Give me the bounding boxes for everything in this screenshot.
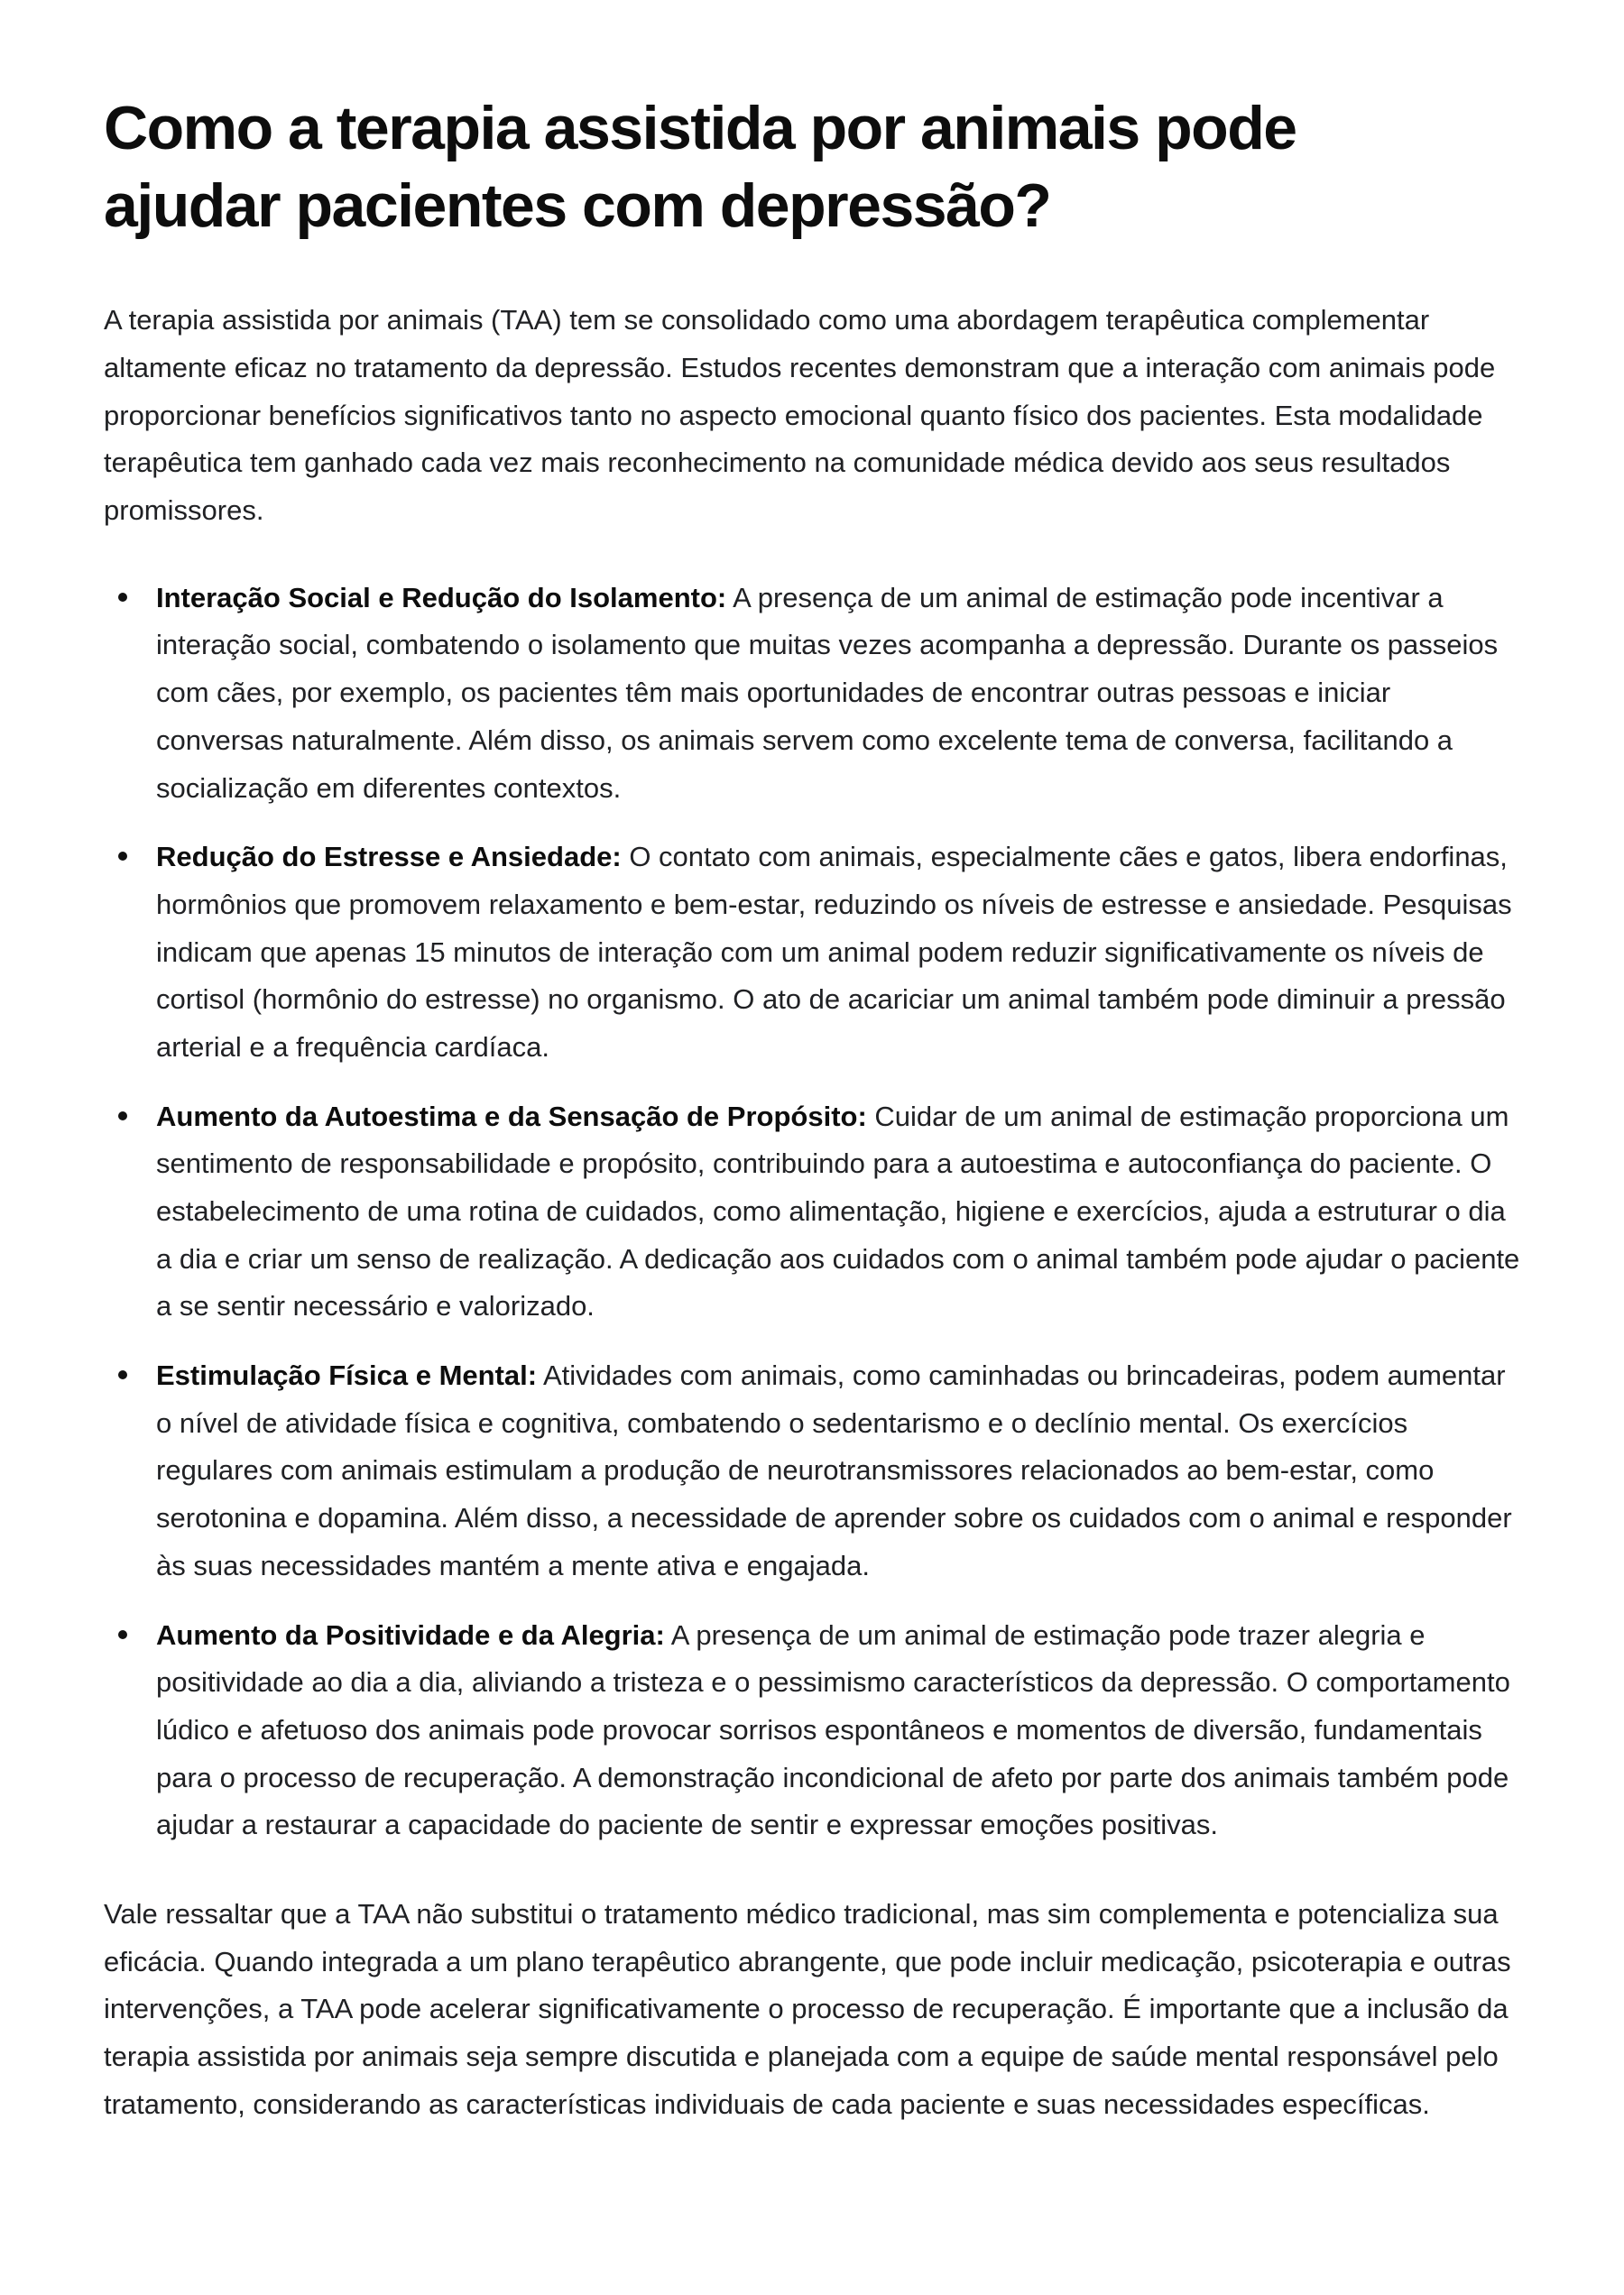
bullet-icon (118, 1630, 127, 1639)
closing-paragraph: Vale ressaltar que a TAA não substitui o tratamento médico tradicional, mas sim complementa e potencializa sua eficácia. Quando integrada a um plano terapêutico abrangente, que pode incluir medicação, psicoterapia e outras intervenções, a TAA pode acelerar significativamente o processo de recuperação. É importante que a inclusão da terapia assistida por animais seja sempre discutida e planejada com a equipe de saúde mental responsável pelo tratamento, considerando as características individuais de cada paciente e suas necessidades específicas. (104, 1897, 1511, 2120)
bullet-icon (118, 593, 127, 602)
list-item (104, 1352, 1520, 1590)
list-item-text: A presença de um animal de estimação pode incentivar a interação social, combatendo o isolamento que muitas vezes acompanha a depressão. Durante os passeios com cães, por exemplo, os pacientes têm mais oportunidades de encontrar outras pessoas e iniciar conversas naturalmente. Além disso, os animais servem como excelente tema de conversa, facilitando a socialização em diferentes contextos. (156, 581, 1499, 804)
list-item-text: Cuidar de um animal de estimação proporciona um sentimento de responsabilidade e propósito, contribuindo para a autoestima e autoconfiança do paciente. O estabelecimento de uma rotina de cuidados, como alimentação, higiene e exercícios, ajuda a estruturar o dia a dia e criar um senso de realização. A dedicação aos cuidados com o animal também pode ajudar o paciente a se sentir necessário e valorizado. (156, 1100, 1520, 1323)
list-item-label: Redução do Estresse e Ansiedade: (156, 841, 622, 873)
list-item (104, 1093, 1520, 1331)
benefits-list (104, 575, 1520, 1849)
list-item (104, 575, 1520, 812)
list-item-label: Estimulação Física e Mental: (156, 1359, 538, 1392)
list-item-text: A presença de um animal de estimação pode trazer alegria e positividade ao dia a dia, aliviando a tristeza e o pessimismo característicos da depressão. O comportamento lúdico e afetuoso dos animais pode provocar sorrisos espontâneos e momentos de diversão, fundamentais para o processo de recuperação. A demonstração incondicional de afeto por parte dos animais também pode ajudar a restaurar a capacidade do paciente de sentir e expressar emoções positivas. (156, 1618, 1510, 1841)
bullet-icon (118, 1111, 127, 1120)
list-item-label: Aumento da Positividade e da Alegria: (156, 1618, 665, 1651)
list-item-label: Interação Social e Redução do Isolamento: (156, 581, 727, 613)
list-item (104, 834, 1520, 1071)
bullet-icon (118, 852, 127, 861)
page-title: Como a terapia assistida por animais pode ajudar pacientes com depressão? (104, 94, 1296, 240)
list-item-label: Aumento da Autoestima e da Sensação de Propósito: (156, 1100, 867, 1132)
list-item (104, 1612, 1520, 1849)
intro-paragraph: A terapia assistida por animais (TAA) tem se consolidado como uma abordagem terapêutica complementar altamente eficaz no tratamento da depressão. Estudos recentes demonstram que a interação com animais pode proporcionar benefícios significativos tanto no aspecto emocional quanto físico dos pacientes. Esta modalidade terapêutica tem ganhado cada vez mais reconhecimento na comunidade médica devido aos seus resultados promissores. (104, 304, 1496, 527)
bullet-icon (118, 1370, 127, 1379)
list-item-text: O contato com animais, especialmente cães e gatos, libera endorfinas, hormônios que promovem relaxamento e bem-estar, reduzindo os níveis de estresse e ansiedade. Pesquisas indicam que apenas 15 minutos de interação com um animal podem reduzir significativamente os níveis de cortisol (hormônio do estresse) no organismo. O ato de acariciar um animal também pode diminuir a pressão arterial e a frequência cardíaca. (156, 841, 1512, 1063)
list-item-text: Atividades com animais, como caminhadas ou brincadeiras, podem aumentar o nível de atividade física e cognitiva, combatendo o sedentarismo e o declínio mental. Os exercícios regulares com animais estimulam a produção de neurotransmissores relacionados ao bem-estar, como serotonina e dopamina. Além disso, a necessidade de aprender sobre os cuidados com o animal e responder às suas necessidades mantém a mente ativa e engajada. (156, 1359, 1512, 1581)
